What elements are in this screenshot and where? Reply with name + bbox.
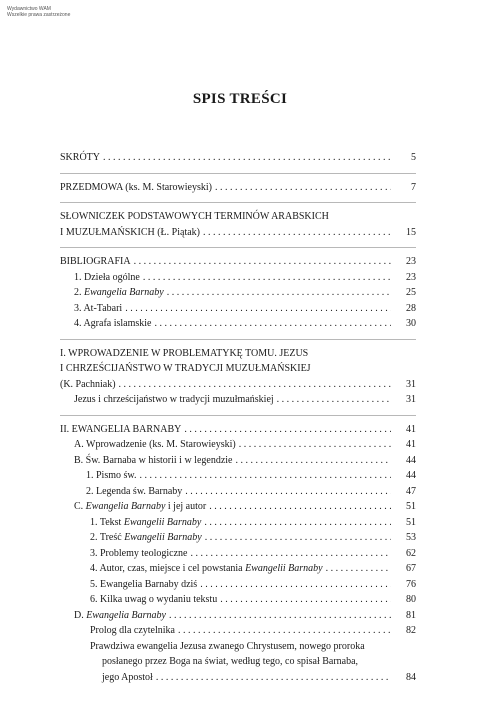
toc-entry-prawdziwa-line2: posłanego przez Boga na świat, według tego, co spisał Barnaba, — [102, 656, 359, 667]
toc-entry-wprowadzenie[interactable] — [60, 377, 416, 393]
leader-dots — [139, 468, 391, 484]
text-prefix: C. — [74, 501, 86, 512]
toc-entry-text: 4. Agrafa islamskie — [74, 318, 152, 329]
leader-dots — [190, 546, 391, 562]
toc-page-number: 23 — [406, 271, 416, 283]
text-prefix: 1. Tekst — [90, 516, 124, 528]
toc-entry-text: 3. Problemy teologiczne — [90, 547, 188, 559]
toc-entry-text — [90, 515, 201, 531]
toc-entry-text — [74, 499, 206, 515]
toc-entry-skroty[interactable] — [60, 150, 416, 166]
leader-dots — [215, 180, 391, 196]
toc-page-number: 44 — [406, 470, 416, 481]
toc-entry-text: 6. Kilka uwag o wydaniu tekstu — [90, 594, 218, 605]
leader-dots — [200, 577, 391, 593]
text-suffix: i jej autor — [165, 501, 207, 512]
toc-entry-prawdziwa-line1: Prawdziwa ewangelia Jezusa zwanego Chrystusem, nowego proroka — [90, 640, 365, 652]
toc-entry-slowniczek-line1: SŁOWNICZEK PODSTAWOWYCH TERMINÓW ARABSKICH — [60, 211, 329, 222]
toc-page-number: 30 — [406, 318, 416, 329]
italic-title: Ewangelia Barnaby — [84, 287, 164, 298]
toc-page-number: 51 — [406, 516, 416, 528]
italic-title: Ewangelia Barnaby — [86, 609, 166, 621]
leader-dots — [154, 316, 391, 332]
leader-dots — [143, 270, 391, 286]
toc-entry-text: 5. Ewangelia Barnaby dziś — [90, 578, 198, 590]
section-divider — [60, 339, 416, 340]
toc-entry-wprowadzenie-line1: I. WPROWADZENIE W PROBLEMATYKĘ TOMU. JEZUS — [60, 347, 309, 359]
leader-dots — [119, 377, 391, 393]
toc-subentry-a[interactable] — [60, 437, 416, 453]
toc-page-number: 41 — [406, 439, 416, 450]
toc-page-number: 81 — [406, 609, 416, 621]
leader-dots — [239, 437, 391, 453]
toc-page-number: 84 — [406, 671, 416, 683]
toc-entry-text — [74, 608, 166, 624]
italic-title: Ewangelii Barnaby — [123, 516, 202, 528]
toc-subsubentry[interactable] — [60, 623, 416, 639]
leader-dots — [134, 254, 391, 270]
table-of-contents — [60, 150, 416, 685]
toc-page-number: 41 — [406, 423, 416, 435]
toc-page-number: 15 — [406, 226, 416, 238]
leader-dots — [169, 608, 391, 624]
italic-title: Ewangelia Barnaby — [85, 501, 166, 512]
toc-page-number: 47 — [406, 485, 416, 497]
toc-page-number: 28 — [406, 302, 416, 314]
text-prefix: D. — [74, 609, 87, 621]
toc-page-number: 51 — [406, 501, 416, 512]
leader-dots — [205, 530, 391, 546]
toc-page-number: 31 — [406, 394, 416, 405]
toc-subentry[interactable] — [60, 392, 416, 408]
toc-page-number: 31 — [406, 378, 416, 390]
toc-page-number: 25 — [406, 287, 416, 298]
toc-entry-text: 2. Ewangelia Barnaby — [74, 287, 164, 298]
toc-entry-text: 1. Dzieła ogólne — [74, 271, 140, 283]
leader-dots — [156, 670, 391, 686]
toc-subsubentry[interactable] — [60, 546, 416, 562]
toc-entry-wprowadzenie-line2: I CHRZEŚCIJAŃSTWO W TRADYCJI MUZUŁMAŃSKIEJ — [60, 363, 311, 374]
toc-entry-text: SKRÓTY — [60, 152, 101, 163]
toc-page-number: 67 — [406, 563, 416, 574]
toc-subsubentry[interactable] — [60, 577, 416, 593]
toc-page-number: 80 — [406, 594, 416, 605]
leader-dots — [203, 225, 391, 241]
toc-subsubentry[interactable] — [60, 592, 416, 608]
toc-subsubentry[interactable] — [60, 484, 416, 500]
toc-page-number: 76 — [406, 578, 416, 590]
leader-dots — [125, 301, 391, 317]
leader-dots — [178, 623, 391, 639]
toc-entry-text: B. Św. Barnaba w historii i w legendzie — [74, 454, 233, 466]
toc-subsubentry[interactable] — [60, 530, 416, 546]
toc-entry-text: 1. Pismo św. — [86, 470, 137, 481]
leader-dots — [184, 422, 391, 438]
leader-dots — [103, 150, 391, 166]
toc-subsubentry[interactable] — [60, 561, 416, 577]
leader-dots — [220, 592, 391, 608]
toc-page-number: 62 — [406, 547, 416, 559]
toc-entry-text: A. Wprowadzenie (ks. M. Starowieyski) — [74, 439, 236, 450]
section-divider — [60, 247, 416, 248]
leader-dots — [209, 499, 391, 515]
toc-subentry-b[interactable] — [60, 453, 416, 469]
toc-entry-prawdziwa[interactable] — [60, 670, 416, 686]
toc-entry-text: II. EWANGELIA BARNABY — [60, 423, 182, 435]
toc-entry-text: Prolog dla czytelnika — [90, 625, 175, 636]
publisher-name: Wydawnictwo WAM — [7, 6, 51, 12]
toc-subentry[interactable] — [60, 301, 416, 317]
toc-entry-przedmowa[interactable] — [60, 180, 416, 196]
toc-entry-text: PRZEDMOWA (ks. M. Starowieyski) — [60, 181, 212, 193]
publisher-notice — [7, 6, 70, 18]
text-prefix: 4. Autor, czas, miejsce i cel powstania — [90, 563, 246, 574]
toc-entry-text — [90, 561, 323, 577]
rights-notice: Wszelkie prawa zastrzeżone — [7, 12, 71, 18]
toc-subentry-c[interactable] — [60, 499, 416, 515]
toc-page-number: 82 — [406, 625, 416, 636]
toc-entry-text: 3. At-Tabari — [74, 302, 123, 314]
toc-page-number: 53 — [406, 532, 416, 543]
leader-dots — [204, 515, 391, 531]
toc-subentry[interactable] — [60, 270, 416, 286]
section-divider — [60, 202, 416, 203]
leader-dots — [236, 453, 392, 469]
toc-page-number: 7 — [411, 181, 416, 193]
toc-subsubentry[interactable] — [60, 515, 416, 531]
leader-dots — [277, 392, 391, 408]
toc-entry-text: Jezus i chrześcijaństwo w tradycji muzułmańskiej — [74, 394, 274, 405]
toc-subentry[interactable] — [60, 316, 416, 332]
toc-page-number: 23 — [406, 256, 416, 267]
toc-subentry[interactable] — [60, 285, 416, 301]
text-prefix: 2. Treść — [90, 532, 125, 543]
section-divider — [60, 173, 416, 174]
leader-dots — [167, 285, 391, 301]
italic-title: Ewangelii Barnaby — [245, 563, 323, 574]
section-divider — [60, 415, 416, 416]
toc-subentry-d[interactable] — [60, 608, 416, 624]
toc-entry-text: I MUZUŁMAŃSKICH (Ł. Piątak) — [60, 226, 200, 238]
toc-entry-text: jego Apostoł — [102, 671, 153, 683]
leader-dots — [185, 484, 391, 500]
toc-entry-text — [90, 530, 202, 546]
toc-entry-text: 2. Legenda św. Barnaby — [86, 485, 183, 497]
toc-subsubentry[interactable] — [60, 468, 416, 484]
toc-entry-slowniczek[interactable] — [60, 225, 416, 241]
toc-entry-text: BIBLIOGRAFIA — [60, 256, 131, 267]
page-title: SPIS TREŚCI — [192, 91, 288, 107]
toc-page-number: 44 — [406, 454, 416, 466]
toc-entry-ewangelia-barnaby[interactable] — [60, 422, 416, 438]
toc-entry-bibliografia[interactable] — [60, 254, 416, 270]
leader-dots — [326, 561, 391, 577]
italic-title: Ewangelii Barnaby — [124, 532, 202, 543]
toc-page-number: 5 — [411, 152, 416, 163]
toc-entry-text: (K. Pachniak) — [60, 378, 116, 390]
